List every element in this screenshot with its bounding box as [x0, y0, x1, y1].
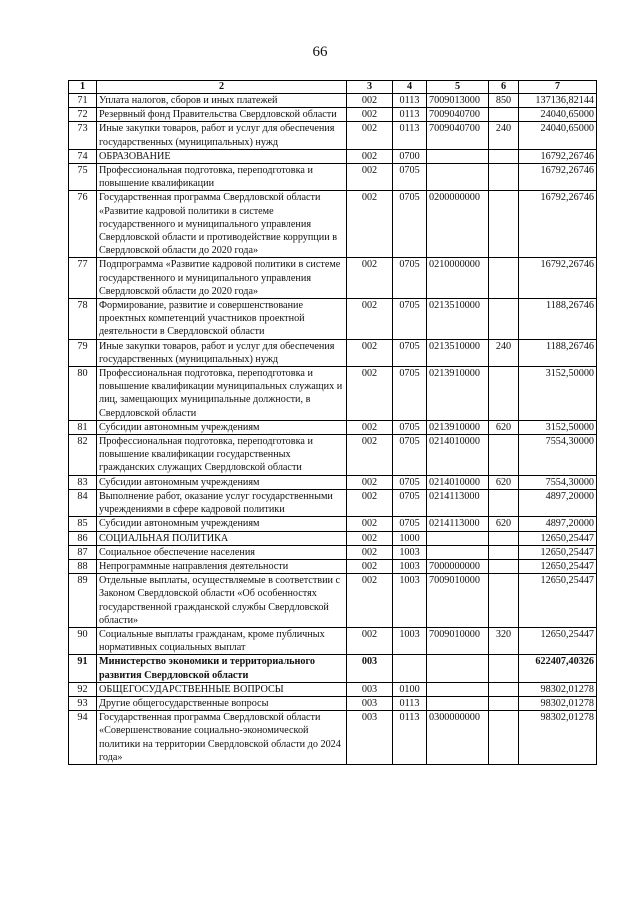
row-code-cell: 002	[347, 164, 393, 191]
row-number-cell: 88	[69, 559, 97, 573]
row-name-cell: Подпрограмма «Развитие кадровой политики в системе государственного и муниципального управления Свердловской области до 2020 года»	[97, 258, 347, 299]
table-row	[69, 517, 597, 531]
row-code-cell: 002	[347, 420, 393, 434]
row-section-cell: 0705	[393, 435, 427, 476]
row-code-cell: 002	[347, 435, 393, 476]
row-target-cell: 0300000000	[427, 711, 489, 765]
row-section-cell: 0100	[393, 682, 427, 696]
row-section-cell: 1000	[393, 531, 427, 545]
row-target-cell: 0213510000	[427, 339, 489, 366]
table-row	[69, 191, 597, 258]
row-number-cell: 76	[69, 191, 97, 258]
row-target-cell: 0214113000	[427, 517, 489, 531]
row-target-cell: 0213910000	[427, 420, 489, 434]
table-row	[69, 574, 597, 628]
row-name-cell: ОБЩЕГОСУДАРСТВЕННЫЕ ВОПРОСЫ	[97, 682, 347, 696]
row-name-cell: Субсидии автономным учреждениям	[97, 475, 347, 489]
row-expense-type-cell	[489, 655, 519, 682]
row-expense-type-cell: 850	[489, 94, 519, 108]
row-number-cell: 80	[69, 367, 97, 421]
row-expense-type-cell: 240	[489, 122, 519, 149]
row-code-cell: 002	[347, 94, 393, 108]
header-cell: 3	[347, 81, 393, 94]
row-name-cell: Профессиональная подготовка, переподготовка и повышение квалификации	[97, 164, 347, 191]
row-number-cell: 93	[69, 696, 97, 710]
row-section-cell: 0705	[393, 299, 427, 340]
row-code-cell: 002	[347, 339, 393, 366]
row-code-cell: 002	[347, 627, 393, 654]
row-name-cell: Резервный фонд Правительства Свердловской области	[97, 108, 347, 122]
row-number-cell: 87	[69, 545, 97, 559]
row-expense-type-cell	[489, 435, 519, 476]
budget-table	[68, 80, 597, 765]
row-name-cell: Министерство экономики и территориального развития Свердловской области	[97, 655, 347, 682]
row-expense-type-cell	[489, 299, 519, 340]
table-row	[69, 531, 597, 545]
row-number-cell: 86	[69, 531, 97, 545]
row-name-cell: Социальные выплаты гражданам, кроме публичных нормативных социальных выплат	[97, 627, 347, 654]
row-target-cell	[427, 545, 489, 559]
table-row	[69, 122, 597, 149]
row-section-cell: 1003	[393, 627, 427, 654]
row-amount-cell: 12650,25447	[519, 545, 597, 559]
row-code-cell: 002	[347, 191, 393, 258]
row-code-cell: 002	[347, 299, 393, 340]
row-expense-type-cell	[489, 711, 519, 765]
table-row	[69, 420, 597, 434]
row-number-cell: 89	[69, 574, 97, 628]
row-amount-cell: 12650,25447	[519, 531, 597, 545]
row-number-cell: 92	[69, 682, 97, 696]
row-amount-cell: 24040,65000	[519, 122, 597, 149]
row-expense-type-cell	[489, 149, 519, 163]
row-expense-type-cell	[489, 164, 519, 191]
row-name-cell: СОЦИАЛЬНАЯ ПОЛИТИКА	[97, 531, 347, 545]
row-section-cell	[393, 655, 427, 682]
row-name-cell: Профессиональная подготовка, переподготовка и повышение квалификации муниципальных служащих и лиц, замещающих муниципальные должности, в Свердловской области	[97, 367, 347, 421]
row-code-cell: 002	[347, 574, 393, 628]
row-target-cell: 0200000000	[427, 191, 489, 258]
row-name-cell: Непрограммные направления деятельности	[97, 559, 347, 573]
row-expense-type-cell	[489, 531, 519, 545]
row-amount-cell: 137136,82144	[519, 94, 597, 108]
row-target-cell: 7009013000	[427, 94, 489, 108]
row-section-cell: 1003	[393, 559, 427, 573]
row-expense-type-cell	[489, 545, 519, 559]
row-expense-type-cell: 620	[489, 475, 519, 489]
row-name-cell: Субсидии автономным учреждениям	[97, 517, 347, 531]
table-row	[69, 258, 597, 299]
row-code-cell: 002	[347, 489, 393, 516]
row-section-cell: 0113	[393, 711, 427, 765]
row-name-cell: Выполнение работ, оказание услуг государственными учреждениями в сфере кадровой политики	[97, 489, 347, 516]
table-row	[69, 367, 597, 421]
row-amount-cell: 98302,01278	[519, 696, 597, 710]
row-code-cell: 002	[347, 531, 393, 545]
row-code-cell: 002	[347, 545, 393, 559]
row-target-cell: 7009010000	[427, 574, 489, 628]
row-amount-cell: 1188,26746	[519, 339, 597, 366]
table-row	[69, 299, 597, 340]
row-name-cell: Государственная программа Свердловской области «Совершенствование социально-экономической политики на территории Свердловской области до 2024 года»	[97, 711, 347, 765]
row-number-cell: 73	[69, 122, 97, 149]
row-name-cell: ОБРАЗОВАНИЕ	[97, 149, 347, 163]
table-row	[69, 627, 597, 654]
row-expense-type-cell: 620	[489, 420, 519, 434]
row-name-cell: Отдельные выплаты, осуществляемые в соответствии с Законом Свердловской области «Об особенностях государственной гражданской службы Свердловской области»	[97, 574, 347, 628]
row-number-cell: 81	[69, 420, 97, 434]
page-number: 66	[312, 44, 328, 60]
row-amount-cell: 12650,25447	[519, 559, 597, 573]
row-target-cell	[427, 655, 489, 682]
table-row	[69, 339, 597, 366]
row-number-cell: 85	[69, 517, 97, 531]
row-section-cell: 0113	[393, 122, 427, 149]
row-name-cell: Социальное обеспечение населения	[97, 545, 347, 559]
table-row	[69, 559, 597, 573]
row-target-cell	[427, 149, 489, 163]
row-amount-cell: 12650,25447	[519, 574, 597, 628]
table-body	[69, 94, 597, 765]
row-number-cell: 94	[69, 711, 97, 765]
table-row	[69, 711, 597, 765]
header-cell: 4	[393, 81, 427, 94]
row-name-cell: Государственная программа Свердловской области «Развитие кадровой политики в системе государственного и муниципального управления Свердловской области и противодействие коррупции в Свердловской области до 2020 года»	[97, 191, 347, 258]
row-name-cell: Другие общегосударственные вопросы	[97, 696, 347, 710]
row-amount-cell: 16792,26746	[519, 149, 597, 163]
row-amount-cell: 12650,25447	[519, 627, 597, 654]
row-target-cell: 0210000000	[427, 258, 489, 299]
row-amount-cell: 16792,26746	[519, 164, 597, 191]
header-cell: 7	[519, 81, 597, 94]
row-expense-type-cell: 320	[489, 627, 519, 654]
row-number-cell: 83	[69, 475, 97, 489]
row-amount-cell: 4897,20000	[519, 517, 597, 531]
row-expense-type-cell: 240	[489, 339, 519, 366]
row-target-cell: 0213510000	[427, 299, 489, 340]
row-number-cell: 72	[69, 108, 97, 122]
row-section-cell: 0705	[393, 164, 427, 191]
table-header	[69, 81, 597, 94]
row-target-cell: 0214010000	[427, 435, 489, 476]
header-cell: 1	[69, 81, 97, 94]
row-target-cell: 0214010000	[427, 475, 489, 489]
row-expense-type-cell	[489, 258, 519, 299]
row-amount-cell: 16792,26746	[519, 191, 597, 258]
row-expense-type-cell	[489, 682, 519, 696]
row-code-cell: 002	[347, 108, 393, 122]
row-expense-type-cell	[489, 696, 519, 710]
row-amount-cell: 3152,50000	[519, 420, 597, 434]
row-name-cell: Иные закупки товаров, работ и услуг для обеспечения государственных (муниципальных) нужд	[97, 122, 347, 149]
row-section-cell: 0113	[393, 696, 427, 710]
row-section-cell: 0705	[393, 367, 427, 421]
row-name-cell: Формирование, развитие и совершенствование проектных компетенций участников проектной деятельности в Свердловской области	[97, 299, 347, 340]
row-code-cell: 002	[347, 149, 393, 163]
row-target-cell	[427, 164, 489, 191]
header-cell: 6	[489, 81, 519, 94]
row-target-cell	[427, 531, 489, 545]
row-code-cell: 002	[347, 559, 393, 573]
row-amount-cell: 7554,30000	[519, 435, 597, 476]
row-section-cell: 1003	[393, 545, 427, 559]
row-amount-cell: 7554,30000	[519, 475, 597, 489]
row-number-cell: 71	[69, 94, 97, 108]
row-name-cell: Уплата налогов, сборов и иных платежей	[97, 94, 347, 108]
row-expense-type-cell	[489, 489, 519, 516]
table-row	[69, 435, 597, 476]
table-row	[69, 545, 597, 559]
table-row	[69, 108, 597, 122]
row-target-cell: 7000000000	[427, 559, 489, 573]
row-section-cell: 0113	[393, 108, 427, 122]
row-target-cell	[427, 682, 489, 696]
header-cell: 2	[97, 81, 347, 94]
row-target-cell: 7009040700	[427, 108, 489, 122]
row-number-cell: 90	[69, 627, 97, 654]
row-number-cell: 74	[69, 149, 97, 163]
row-code-cell: 003	[347, 682, 393, 696]
row-expense-type-cell	[489, 559, 519, 573]
table-row	[69, 164, 597, 191]
row-expense-type-cell	[489, 191, 519, 258]
row-name-cell: Субсидии автономным учреждениям	[97, 420, 347, 434]
row-code-cell: 002	[347, 517, 393, 531]
table-row	[69, 682, 597, 696]
row-target-cell: 0213910000	[427, 367, 489, 421]
row-name-cell: Иные закупки товаров, работ и услуг для обеспечения государственных (муниципальных) нужд	[97, 339, 347, 366]
row-expense-type-cell	[489, 367, 519, 421]
table-row	[69, 475, 597, 489]
table-row	[69, 149, 597, 163]
header-row	[69, 81, 597, 94]
row-name-cell: Профессиональная подготовка, переподготовка и повышение квалификации государственных гражданских служащих Свердловской области	[97, 435, 347, 476]
row-target-cell: 7009040700	[427, 122, 489, 149]
table-row	[69, 696, 597, 710]
row-code-cell: 003	[347, 696, 393, 710]
row-number-cell: 79	[69, 339, 97, 366]
table-row	[69, 94, 597, 108]
row-section-cell: 0705	[393, 191, 427, 258]
row-amount-cell: 98302,01278	[519, 682, 597, 696]
row-expense-type-cell: 620	[489, 517, 519, 531]
header-cell: 5	[427, 81, 489, 94]
row-code-cell: 003	[347, 711, 393, 765]
row-expense-type-cell	[489, 574, 519, 628]
row-section-cell: 0705	[393, 517, 427, 531]
table-row	[69, 489, 597, 516]
row-amount-cell: 1188,26746	[519, 299, 597, 340]
row-number-cell: 75	[69, 164, 97, 191]
row-section-cell: 0700	[393, 149, 427, 163]
row-amount-cell: 98302,01278	[519, 711, 597, 765]
row-amount-cell: 24040,65000	[519, 108, 597, 122]
row-number-cell: 78	[69, 299, 97, 340]
row-section-cell: 0705	[393, 489, 427, 516]
row-number-cell: 77	[69, 258, 97, 299]
row-expense-type-cell	[489, 108, 519, 122]
row-section-cell: 0705	[393, 475, 427, 489]
row-section-cell: 0705	[393, 258, 427, 299]
row-code-cell: 002	[347, 475, 393, 489]
row-amount-cell: 4897,20000	[519, 489, 597, 516]
row-number-cell: 82	[69, 435, 97, 476]
row-number-cell: 84	[69, 489, 97, 516]
row-code-cell: 003	[347, 655, 393, 682]
row-code-cell: 002	[347, 367, 393, 421]
row-code-cell: 002	[347, 258, 393, 299]
row-amount-cell: 16792,26746	[519, 258, 597, 299]
row-section-cell: 0705	[393, 339, 427, 366]
row-code-cell: 002	[347, 122, 393, 149]
row-target-cell: 0214113000	[427, 489, 489, 516]
row-target-cell	[427, 696, 489, 710]
row-amount-cell: 622407,40326	[519, 655, 597, 682]
row-section-cell: 1003	[393, 574, 427, 628]
row-target-cell: 7009010000	[427, 627, 489, 654]
row-section-cell: 0113	[393, 94, 427, 108]
row-number-cell: 91	[69, 655, 97, 682]
row-section-cell: 0705	[393, 420, 427, 434]
table-row	[69, 655, 597, 682]
row-amount-cell: 3152,50000	[519, 367, 597, 421]
